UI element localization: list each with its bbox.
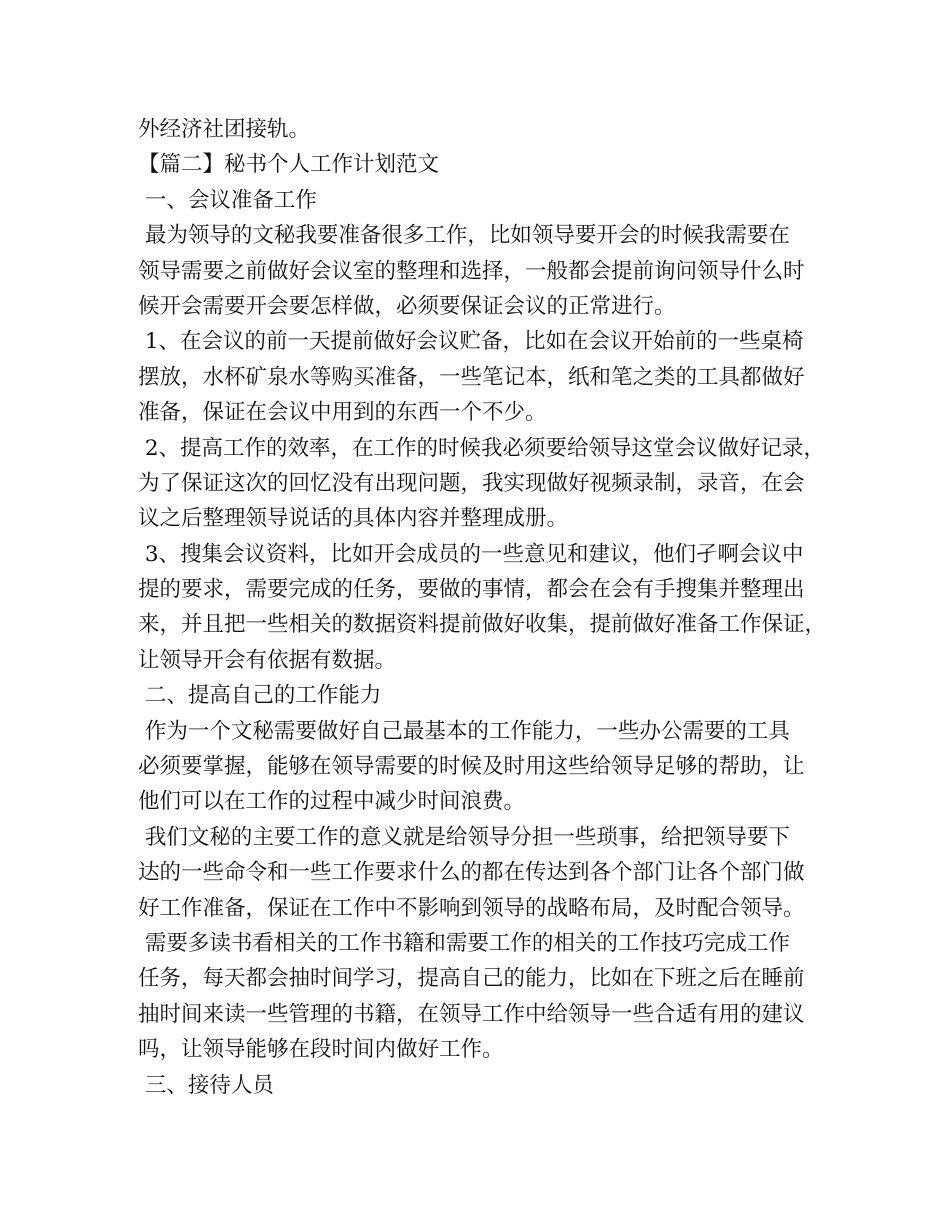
text-line: 好工作准备，保证在工作中不影响到领导的战略布局，及时配合领导。 — [138, 895, 805, 921]
text-line: 需要多读书看相关的工作书籍和需要工作的相关的工作技巧完成工作 — [138, 930, 790, 956]
text-line: 准备，保证在会议中用到的东西一个不少。 — [138, 400, 547, 426]
text-line: 外经济社团接轨。 — [138, 117, 311, 142]
text-line: 作为一个文秘需要做好自己最基本的工作能力，一些办公需要的工具 — [138, 718, 790, 744]
text-line: 议之后整理领导说话的具体内容并整理成册。 — [138, 506, 569, 532]
text-line: 来，并且把一些相关的数据资料提前做好收集，提前做好准备工作保证， — [138, 612, 827, 638]
text-line: 为了保证这次的回忆没有出现问题，我实现做好视频录制，录音，在会 — [138, 470, 805, 496]
text-line: 让领导开会有依据有数据。 — [138, 647, 397, 673]
subsection-heading: 二、提高自己的工作能力 — [138, 683, 382, 709]
subsection-heading: 一、会议准备工作 — [138, 187, 317, 213]
text-line: 最为领导的文秘我要准备很多工作，比如领导要开会的时候我需要在 — [138, 223, 790, 249]
text-line: 3、搜集会议资料，比如开会成员的一些意见和建议，他们孑啊会议中 — [138, 541, 804, 567]
subsection-heading: 三、接待人员 — [138, 1072, 274, 1098]
text-line: 1、在会议的前一天提前做好会议贮备，比如在会议开始前的一些桌椅 — [138, 329, 804, 355]
section-heading: 【篇二】秘书个人工作计划范文 — [138, 152, 440, 178]
text-line: 我们文秘的主要工作的意义就是给领导分担一些琐事，给把领导要下 — [138, 824, 790, 850]
text-line: 必须要掌握，能够在领导需要的时候及时用这些给领导足够的帮助，让 — [138, 754, 805, 780]
text-line: 摆放，水杯矿泉水等购买准备，一些笔记本，纸和笔之类的工具都做好 — [138, 364, 805, 390]
text-line: 候开会需要开会要怎样做，必须要保证会议的正常进行。 — [138, 293, 676, 319]
text-line: 任务，每天都会抽时间学习，提高自己的能力，比如在下班之后在睡前 — [138, 966, 805, 992]
document-body — [138, 112, 838, 1103]
text-line: 达的一些命令和一些工作要求什么的都在传达到各个部门让各个部门做 — [138, 860, 805, 886]
text-line: 抽时间来读一些管理的书籍，在领导工作中给领导一些合适有用的建议 — [138, 1001, 805, 1027]
text-line: 吗，让领导能够在段时间内做好工作。 — [138, 1037, 504, 1063]
text-line: 提的要求，需要完成的任务，要做的事情，都会在会有手搜集并整理出 — [138, 577, 805, 603]
text-line: 他们可以在工作的过程中减少时间浪费。 — [138, 789, 526, 815]
text-line: 领导需要之前做好会议室的整理和选择，一般都会提前询问领导什么时 — [138, 258, 805, 284]
text-line: 2、提高工作的效率，在工作的时候我必须要给领导这堂会议做好记录， — [138, 435, 826, 461]
